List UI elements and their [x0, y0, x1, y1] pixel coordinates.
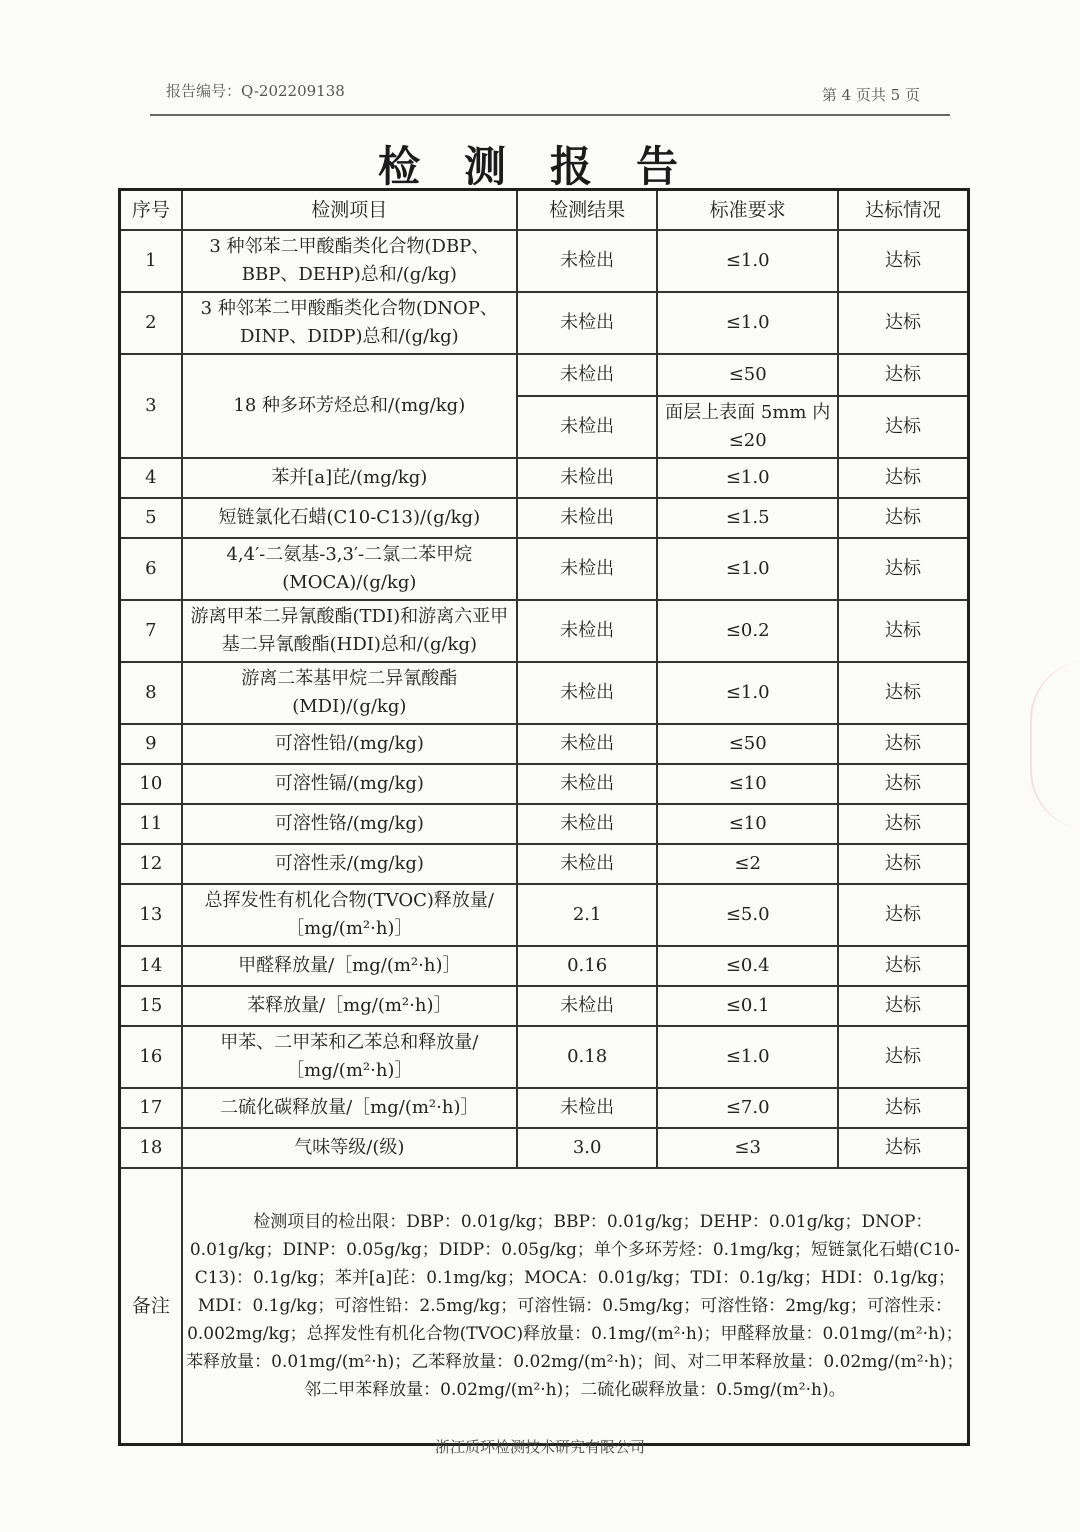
cell-result: 未检出	[517, 1088, 657, 1128]
cell-result: 未检出	[517, 354, 657, 396]
cell-result: 未检出	[517, 804, 657, 844]
cell-status: 达标	[838, 600, 969, 662]
cell-item: 游离二苯基甲烷二异氰酸酯(MDI)/(g/kg)	[182, 662, 517, 724]
cell-result: 3.0	[517, 1128, 657, 1168]
cell-result: 未检出	[517, 230, 657, 292]
notes-row	[120, 1168, 969, 1445]
table-row	[120, 804, 969, 844]
cell-no: 1	[120, 230, 182, 292]
cell-item: 苯并[a]芘/(mg/kg)	[182, 458, 517, 498]
cell-standard: ≤5.0	[657, 884, 838, 946]
cell-status: 达标	[838, 354, 969, 396]
notes-label: 备注	[120, 1168, 182, 1445]
table-row	[120, 1088, 969, 1128]
cell-result: 未检出	[517, 724, 657, 764]
cell-status: 达标	[838, 764, 969, 804]
cell-standard: ≤1.0	[657, 458, 838, 498]
table-row	[120, 1026, 969, 1088]
cell-standard: ≤1.0	[657, 1026, 838, 1088]
header-divider	[150, 114, 950, 116]
cell-result: 0.18	[517, 1026, 657, 1088]
cell-standard: ≤10	[657, 764, 838, 804]
cell-standard: ≤50	[657, 354, 838, 396]
cell-no: 2	[120, 292, 182, 354]
cell-item: 总挥发性有机化合物(TVOC)释放量/［mg/(m²·h)］	[182, 884, 517, 946]
cell-no: 5	[120, 498, 182, 538]
cell-item: 游离甲苯二异氰酸酯(TDI)和游离六亚甲基二异氰酸酯(HDI)总和/(g/kg)	[182, 600, 517, 662]
header-item: 检测项目	[182, 190, 517, 231]
cell-no: 9	[120, 724, 182, 764]
table-row	[120, 724, 969, 764]
seal-stamp	[1030, 660, 1080, 830]
cell-item: 苯释放量/［mg/(m²·h)］	[182, 986, 517, 1026]
cell-no: 17	[120, 1088, 182, 1128]
cell-item: 气味等级/(级)	[182, 1128, 517, 1168]
table-row	[120, 764, 969, 804]
table-row	[120, 946, 969, 986]
cell-standard: ≤1.0	[657, 662, 838, 724]
cell-standard: ≤1.0	[657, 538, 838, 600]
notes-content: 检测项目的检出限：DBP：0.01g/kg；BBP：0.01g/kg；DEHP：0.01g/kg；DNOP：0.01g/kg；DINP：0.05g/kg；DIDP：0.05g/kg；单个多环芳烃：0.1mg/kg；短链氯化石蜡(C10-C13)：0.1g/kg；苯并[a]芘：0.1mg/kg；MOCA：0.01g/kg；TDI：0.1g/kg；HDI：0.1g/kg；MDI：0.1g/kg；可溶性铅：2.5mg/kg；可溶性镉：0.5mg/kg；可溶性铬：2mg/kg；可溶性汞：0.002mg/kg；总挥发性有机化合物(TVOC)释放量：0.1mg/(m²·h)；甲醛释放量：0.01mg/(m²·h)；苯释放量：0.01mg/(m²·h)；乙苯释放量：0.02mg/(m²·h)；间、对二甲苯释放量：0.02mg/(m²·h)；邻二甲苯释放量：0.02mg/(m²·h)；二硫化碳释放量：0.5mg/(m²·h)。	[186, 1212, 964, 1400]
cell-result: 未检出	[517, 292, 657, 354]
cell-item: 甲醛释放量/［mg/(m²·h)］	[182, 946, 517, 986]
table-row	[120, 844, 969, 884]
cell-status: 达标	[838, 804, 969, 844]
cell-no: 3	[120, 354, 182, 458]
cell-item: 甲苯、二甲苯和乙苯总和释放量/［mg/(m²·h)］	[182, 1026, 517, 1088]
table-header-row	[120, 190, 969, 231]
cell-item: 3 种邻苯二甲酸酯类化合物(DBP、BBP、DEHP)总和/(g/kg)	[182, 230, 517, 292]
cell-standard: ≤0.1	[657, 986, 838, 1026]
table-row	[120, 230, 969, 292]
cell-status: 达标	[838, 1128, 969, 1168]
cell-no: 14	[120, 946, 182, 986]
table-row	[120, 538, 969, 600]
cell-item: 可溶性铬/(mg/kg)	[182, 804, 517, 844]
header-standard: 标准要求	[657, 190, 838, 231]
cell-status: 达标	[838, 498, 969, 538]
cell-status: 达标	[838, 1088, 969, 1128]
page-title: 检测报告	[377, 142, 722, 191]
cell-standard: ≤7.0	[657, 1088, 838, 1128]
table-row	[120, 600, 969, 662]
cell-result: 2.1	[517, 884, 657, 946]
cell-result: 未检出	[517, 764, 657, 804]
cell-no: 16	[120, 1026, 182, 1088]
company-footer: 浙江质环检测技术研究有限公司	[434, 1438, 645, 1456]
cell-status: 达标	[838, 458, 969, 498]
cell-standard: ≤1.0	[657, 230, 838, 292]
table-body	[120, 230, 969, 1445]
cell-no: 12	[120, 844, 182, 884]
cell-item: 4,4′-二氨基-3,3′-二氯二苯甲烷(MOCA)/(g/kg)	[182, 538, 517, 600]
cell-standard: ≤10	[657, 804, 838, 844]
table-row	[120, 1128, 969, 1168]
cell-status: 达标	[838, 662, 969, 724]
cell-status: 达标	[838, 230, 969, 292]
cell-item: 3 种邻苯二甲酸酯类化合物(DNOP、DINP、DIDP)总和/(g/kg)	[182, 292, 517, 354]
cell-no: 18	[120, 1128, 182, 1168]
cell-result: 未检出	[517, 396, 657, 458]
cell-status: 达标	[838, 396, 969, 458]
table-row	[120, 354, 969, 396]
page-indicator: 第 4 页共 5 页	[821, 86, 920, 104]
notes-text	[182, 1168, 969, 1445]
cell-status: 达标	[838, 946, 969, 986]
cell-no: 4	[120, 458, 182, 498]
cell-standard: ≤0.2	[657, 600, 838, 662]
cell-no: 7	[120, 600, 182, 662]
header-no: 序号	[120, 190, 182, 231]
table-row	[120, 458, 969, 498]
table-row	[120, 498, 969, 538]
header-status: 达标情况	[838, 190, 969, 231]
table-row	[120, 884, 969, 946]
cell-no: 15	[120, 986, 182, 1026]
cell-item: 18 种多环芳烃总和/(mg/kg)	[182, 354, 517, 458]
cell-item: 短链氯化石蜡(C10-C13)/(g/kg)	[182, 498, 517, 538]
header-result: 检测结果	[517, 190, 657, 231]
cell-result: 未检出	[517, 844, 657, 884]
test-results-table	[118, 188, 970, 1446]
cell-status: 达标	[838, 844, 969, 884]
cell-status: 达标	[838, 986, 969, 1026]
cell-no: 6	[120, 538, 182, 600]
cell-status: 达标	[838, 538, 969, 600]
cell-standard: 面层上表面 5mm 内 ≤20	[657, 396, 838, 458]
table-row	[120, 662, 969, 724]
cell-item: 可溶性镉/(mg/kg)	[182, 764, 517, 804]
cell-status: 达标	[838, 292, 969, 354]
cell-standard: ≤2	[657, 844, 838, 884]
cell-result: 未检出	[517, 538, 657, 600]
cell-no: 13	[120, 884, 182, 946]
table-row	[120, 292, 969, 354]
cell-no: 8	[120, 662, 182, 724]
cell-result: 未检出	[517, 600, 657, 662]
cell-standard: ≤0.4	[657, 946, 838, 986]
cell-standard: ≤50	[657, 724, 838, 764]
cell-standard: ≤1.0	[657, 292, 838, 354]
cell-no: 10	[120, 764, 182, 804]
cell-result: 0.16	[517, 946, 657, 986]
cell-status: 达标	[838, 724, 969, 764]
report-number: 报告编号：Q-202209138	[166, 82, 345, 100]
table-row	[120, 986, 969, 1026]
cell-result: 未检出	[517, 662, 657, 724]
cell-standard: ≤1.5	[657, 498, 838, 538]
cell-result: 未检出	[517, 458, 657, 498]
cell-no: 11	[120, 804, 182, 844]
cell-status: 达标	[838, 884, 969, 946]
cell-result: 未检出	[517, 498, 657, 538]
cell-item: 可溶性汞/(mg/kg)	[182, 844, 517, 884]
cell-item: 可溶性铅/(mg/kg)	[182, 724, 517, 764]
cell-status: 达标	[838, 1026, 969, 1088]
cell-result: 未检出	[517, 986, 657, 1026]
cell-item: 二硫化碳释放量/［mg/(m²·h)］	[182, 1088, 517, 1128]
cell-standard: ≤3	[657, 1128, 838, 1168]
